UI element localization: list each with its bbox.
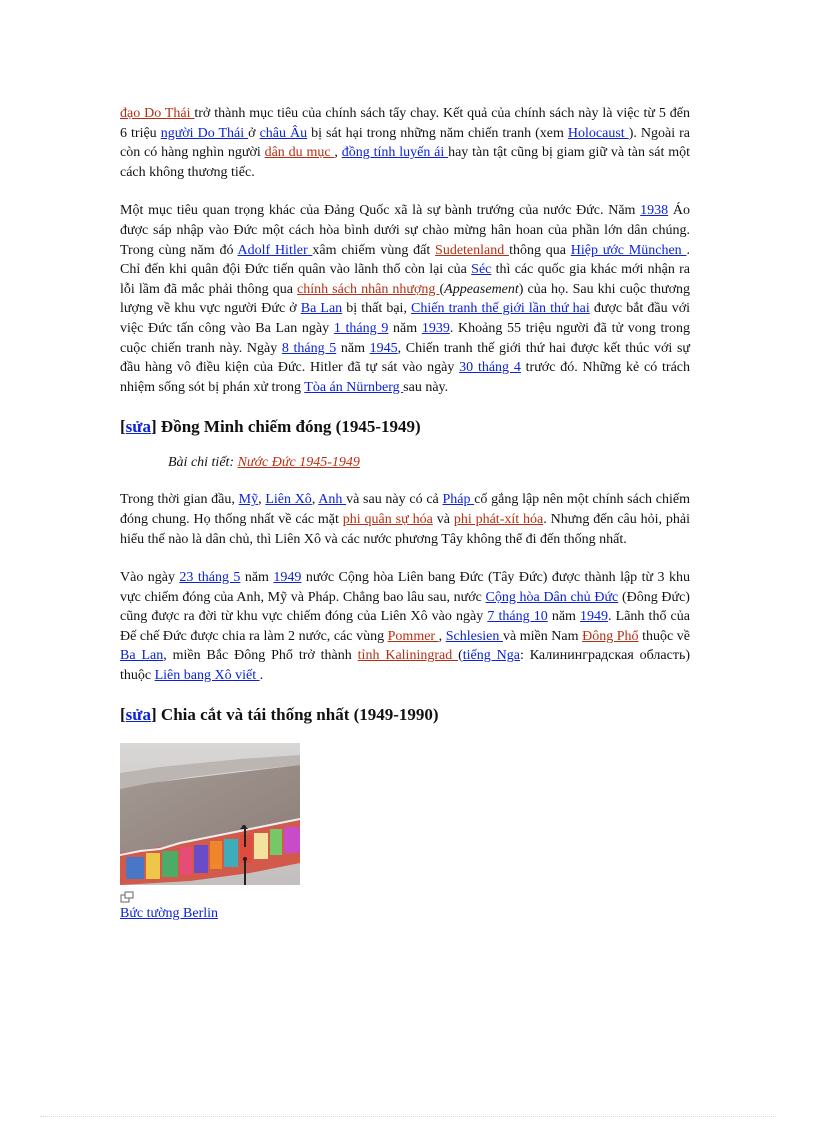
berlin-wall-photo[interactable] [120,743,300,885]
link-holocaust[interactable]: Holocaust [567,125,629,141]
note-label: Bài chi tiết: [168,455,238,471]
link-adolf-hitler[interactable]: Adolf Hitler [237,242,313,258]
link-phi-quan-su-hoa[interactable]: phi quân sự hóa [342,511,433,527]
text: nước Cộng hòa Liên bang Đức (Tây Đức) được thành lập từ 3 khu vực chiếm đóng của Anh, Mỹ và Pháp. Chẳng bao lâu sau, nước [120,570,690,605]
text: . Nhưng đến câu hỏi, phải hiểu thế nào là dân chủ, thì Liên Xô và các nước phương Tây không thể đi đến thống nhất. [120,511,691,547]
enlarge-icon[interactable] [120,891,134,903]
text: hay tàn tật cũng bị giam giữ và tàn sát một cách không thương tiếc. [120,145,690,180]
link-dong-pho[interactable]: Đông Phổ [582,628,639,644]
text: năm [240,570,274,586]
bracket-close: ] [151,704,157,724]
link-chinh-sach-nhan-nhuong[interactable]: chính sách nhân nhượng [297,281,440,297]
text: xâm chiếm vùng đất [312,242,436,258]
link-lien-bang-xo-viet[interactable]: Liên bang Xô viết [154,668,260,684]
text: và miền Nam [502,628,583,644]
link-phi-phat-xit-hoa[interactable]: phi phát-xít hóa [453,511,544,527]
link-lien-xo[interactable]: Liên Xô [265,492,312,508]
text: Áo được sáp nhập vào Đức một cách hòa bình dưới sự chào mừng hân hoan của phần lớn dân chúng. Trong cùng năm đó [120,203,690,258]
link-tinh-kaliningrad[interactable]: tỉnh Kaliningrad [357,648,459,664]
text: được bắt đầu với việc Đức tấn công vào Ba Lan ngày [120,301,690,336]
text: . Lãnh thổ của Đế chế Đức được chia ra làm 2 nước, các vùng [120,609,690,644]
link-1945[interactable]: 1945 [369,340,398,356]
link-pommer[interactable]: Pommer [387,628,439,644]
article-content [120,104,690,923]
text: trước đó. Những kẻ có trách nhiệm sống sót bị phán xử trong [120,360,690,395]
section-heading-dong-minh [120,415,690,439]
link-toa-an-nurnberg[interactable]: Tòa án Nürnberg [304,379,404,395]
text: cố gắng lập nên một chính sách chiếm đóng chung. Họ thống nhất về các mặt [120,492,690,527]
link-phap[interactable]: Pháp [442,492,475,508]
link-1-thang-9[interactable]: 1 tháng 9 [333,320,389,336]
text: Một mục tiêu quan trọng khác của Đảng Quốc xã là sự bành trướng của nước Đức. Năm [120,203,641,219]
figure-berlin-wall [120,743,690,923]
section-title: Đồng Minh chiếm đóng (1945-1949) [156,417,421,437]
text: , miền Bắc Đông Phổ trở thành [163,648,358,664]
paragraph-holocaust [120,104,690,182]
text: , [258,492,266,508]
link-sudetenland[interactable]: Sudetenland [435,242,510,258]
text: , [438,628,446,644]
bracket-close: ] [151,417,157,437]
text: ) của họ. Sau khi cuộc thương lượng về khu vực người Đức ở [120,281,690,317]
link-dan-du-muc[interactable]: dân du mục [264,145,335,161]
link-dong-tinh-luyen-ai[interactable]: đồng tính luyến ái [341,145,449,161]
paragraph-occupation [120,490,690,549]
text: . Chỉ đến khi quân đội Đức tiến quân vào lãnh thổ còn lại của [120,242,690,278]
link-1939[interactable]: 1939 [421,320,450,336]
link-30-thang-4[interactable]: 30 tháng 4 [459,360,521,376]
main-article-note [168,453,690,473]
text: ( [439,281,445,297]
text: ở [248,125,260,141]
text: ( [458,648,463,664]
text: bị sát hại trong những năm chiến tranh (xem [307,125,568,141]
link-chien-tranh-the-gioi-lan-thu-hai[interactable]: Chiến tranh thế giới lần thứ hai [411,301,590,317]
link-1938[interactable]: 1938 [640,203,669,219]
caption-link-buc-tuong-berlin[interactable]: Bức tường Berlin [120,905,219,921]
link-ba-lan-b[interactable]: Ba Lan [120,648,164,664]
text: thông qua [509,242,571,258]
text: : Калининградская область) thuộc [120,648,691,684]
text: thuộc về [638,628,691,644]
text: và sau này có cả [346,492,443,508]
bracket-open: [ [120,704,126,724]
link-sec[interactable]: Séc [471,262,492,278]
text: Vào ngày [120,570,180,586]
text: thì các quốc gia khác mới nhận ra lỗi lầm đã mắc phải thông qua [120,262,690,297]
edit-link-chia-cat[interactable]: sửa [125,704,151,724]
link-1949-b[interactable]: 1949 [580,609,609,625]
appeasement-term: Appeasement [444,281,519,297]
link-tieng-nga[interactable]: tiếng Nga [462,648,520,664]
text: ). Ngoài ra còn có hàng nghìn người [120,125,690,161]
link-my[interactable]: Mỹ [238,492,259,508]
text: sau này. [403,379,449,395]
link-7-thang-10[interactable]: 7 tháng 10 [487,609,548,625]
text: trở thành mục tiêu của chính sách tẩy chay. Kết quả của chính sách này là việc từ 5 đến 6 triệu [120,106,690,141]
edit-link-dong-minh[interactable]: sửa [125,417,151,437]
text: , Chiến tranh thế giới thứ hai được kết thúc với sự đầu hàng vô điều kiện của Đức. Hitler đã tự sát vào ngày [120,340,690,376]
link-23-thang-5[interactable]: 23 tháng 5 [179,570,241,586]
text: bị thất bại, [342,301,412,317]
paragraph-expansion [120,201,690,397]
section-title: Chia cắt và tái thống nhất (1949-1990) [156,704,439,724]
bracket-open: [ [120,417,126,437]
link-1949[interactable]: 1949 [273,570,302,586]
paragraph-division [120,568,690,686]
page-bottom-border [40,1116,776,1117]
link-nuoc-duc-1945-1949[interactable]: Nước Đức 1945-1949 [237,455,360,471]
text: Trong thời gian đầu, [120,492,239,508]
text: (Đông Đức) cũng được ra đời từ khu vực chiếm đóng của Liên Xô vào ngày [120,589,690,625]
link-cong-hoa-dan-chu-duc[interactable]: Cộng hòa Dân chủ Đức [485,589,619,605]
link-chau-au[interactable]: châu Âu [259,125,308,141]
link-hiep-uoc-munchen[interactable]: Hiệp ước München [570,242,687,258]
link-8-thang-5[interactable]: 8 tháng 5 [281,340,337,356]
text: và [432,511,454,527]
text: năm [336,340,370,356]
text: . Khoảng 55 triệu người đã tử vong trong cuộc chiến tranh này. Ngày [120,320,690,356]
text: , [334,145,342,161]
link-dao-do-thai[interactable]: đạo Do Thái [120,106,195,121]
link-schlesien[interactable]: Schlesien [445,628,503,644]
text: . [259,668,264,684]
link-ba-lan[interactable]: Ba Lan [300,301,343,317]
section-heading-chia-cat [120,703,690,727]
text: , [311,492,319,508]
text: năm [547,609,581,625]
text: năm [388,320,422,336]
link-anh[interactable]: Anh [318,492,347,508]
link-nguoi-do-thai[interactable]: người Do Thái [160,125,249,141]
